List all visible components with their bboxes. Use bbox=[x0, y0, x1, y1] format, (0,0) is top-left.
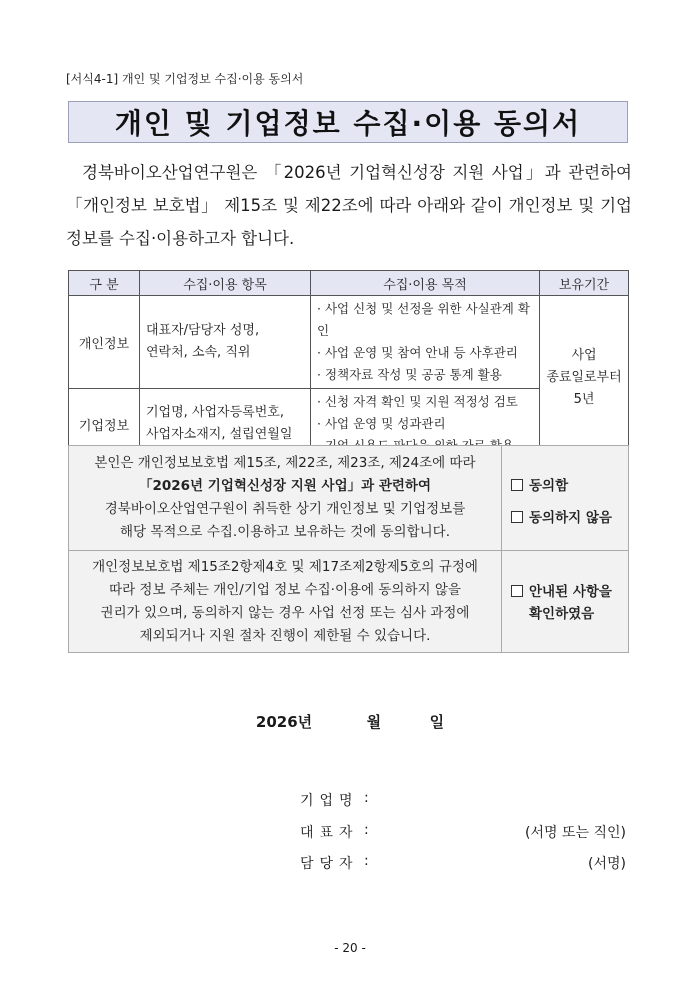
table-header-row bbox=[69, 271, 629, 296]
signing-date bbox=[0, 711, 700, 732]
confirm-option[interactable] bbox=[511, 581, 612, 625]
agree-checkbox[interactable] bbox=[511, 479, 523, 491]
notice-line: 제외되거나 지원 절차 진행이 제한될 수 있습니다. bbox=[139, 628, 431, 644]
consent-statement bbox=[69, 452, 501, 544]
form-number: [서식4-1] 개인 및 기업정보 수집·이용 동의서 bbox=[66, 72, 304, 86]
confirm-label-line2: 확인하였음 bbox=[529, 606, 595, 622]
vertical-divider bbox=[501, 446, 502, 550]
header-items: 수집·이용 항목 bbox=[140, 271, 311, 296]
consent-line: 해당 목적으로 수집.이용하고 보유하는 것에 동의합니다. bbox=[120, 524, 450, 540]
consent-line: 본인은 개인정보보호법 제15조, 제22조, 제23조, 제24조에 따라 bbox=[94, 455, 476, 471]
item-line: 대표자/담당자 성명, bbox=[146, 323, 260, 338]
intro-paragraph: 경북바이오산업연구원은 「2026년 기업혁신성장 지원 사업」과 관련하여 「개인정보 보호법」 제15조 및 제22조에 따라 아래와 같이 개인정보 및 기업정보를 수집·이용하고자 합니다. bbox=[66, 163, 632, 248]
agree-label: 동의함 bbox=[529, 478, 569, 494]
title-banner bbox=[68, 101, 628, 143]
collection-table bbox=[68, 270, 629, 460]
header-purposes: 수집·이용 목적 bbox=[311, 271, 540, 296]
confirm-label-line1: 안내된 사항을 bbox=[529, 584, 612, 600]
consent-box bbox=[68, 445, 629, 653]
retention-period bbox=[540, 296, 629, 460]
header-period: 보유기간 bbox=[540, 271, 629, 296]
period-line: 종료일로부터 bbox=[546, 369, 622, 385]
ceo-signature-note: (서명 또는 직인) bbox=[525, 825, 626, 841]
notice-statement bbox=[69, 556, 501, 648]
consent-section-agreement bbox=[69, 446, 628, 550]
category-personal: 개인정보 bbox=[69, 296, 140, 389]
consent-line: 「2026년 기업혁신성장 지원 사업」과 관련하여 bbox=[138, 478, 432, 494]
purpose-line: · 사업 운영 및 성과관리 bbox=[317, 416, 446, 431]
manager-signature-note: (서명) bbox=[588, 856, 626, 872]
colon: : bbox=[364, 790, 369, 806]
notice-line: 따라 정보 주체는 개인/기업 정보 수집·이용에 동의하지 않을 bbox=[109, 582, 461, 598]
table-row-personal bbox=[69, 296, 629, 389]
category-company: 기업정보 bbox=[69, 389, 140, 460]
disagree-label: 동의하지 않음 bbox=[529, 510, 612, 526]
items-personal bbox=[140, 296, 311, 389]
period-line: 5년 bbox=[573, 391, 595, 407]
purpose-line: · 사업 운영 및 참여 안내 등 사후관리 bbox=[317, 345, 518, 360]
ceo-label: 대표자 bbox=[300, 825, 359, 841]
confirm-checkbox[interactable] bbox=[511, 585, 523, 597]
document-title: 개인 및 기업정보 수집·이용 동의서 bbox=[114, 107, 582, 140]
disagree-checkbox[interactable] bbox=[511, 511, 523, 523]
item-line: 기업명, 사업자등록번호, bbox=[146, 405, 284, 420]
vertical-divider bbox=[501, 551, 502, 653]
item-line: 연락처, 소속, 직위 bbox=[146, 345, 251, 360]
manager-label: 담당자 bbox=[300, 856, 359, 872]
header-category: 구 분 bbox=[69, 271, 140, 296]
date-month: 월 bbox=[366, 713, 382, 731]
purposes-personal bbox=[311, 296, 540, 389]
company-name-label: 기업명 bbox=[300, 793, 359, 809]
notice-line: 개인정보보호법 제15조2항제4호 및 제17조제2항제5호의 규정에 bbox=[92, 559, 478, 575]
date-day: 일 bbox=[429, 713, 445, 731]
notice-line: 권리가 있으며, 동의하지 않는 경우 사업 선정 또는 심사 과정에 bbox=[100, 605, 470, 621]
consent-line: 경북바이오산업연구원이 취득한 상기 개인정보 및 기업정보를 bbox=[104, 501, 466, 517]
colon: : bbox=[364, 853, 369, 869]
purpose-line: · 신청 자격 확인 및 지원 적정성 검토 bbox=[317, 394, 518, 409]
consent-section-notice bbox=[69, 551, 628, 653]
disagree-option[interactable] bbox=[511, 506, 612, 526]
period-line: 사업 bbox=[571, 347, 597, 363]
purpose-line: · 정책자료 작성 및 공공 통계 활용 bbox=[317, 367, 502, 382]
item-line: 사업자소재지, 설립연월일 bbox=[146, 427, 293, 442]
purpose-line: · 사업 신청 및 선정을 위한 사실관계 확인 bbox=[317, 301, 530, 338]
agree-option[interactable] bbox=[511, 474, 568, 494]
date-year: 2026년 bbox=[255, 713, 313, 731]
colon: : bbox=[364, 822, 369, 838]
page-number: - 20 - bbox=[334, 941, 366, 955]
